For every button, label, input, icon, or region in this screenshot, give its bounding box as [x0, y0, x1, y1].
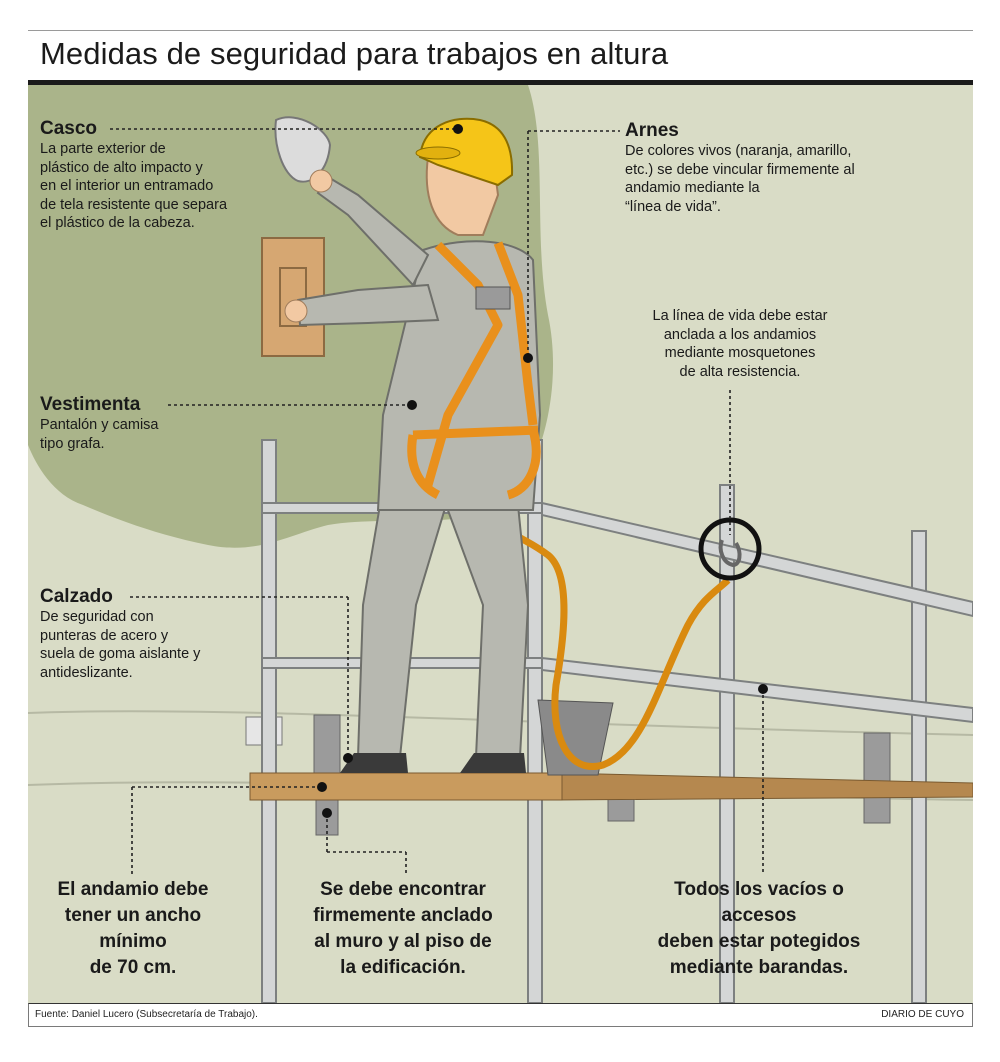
anchor-plate-2 [864, 733, 890, 823]
worker-hand-lower [285, 300, 307, 322]
scaffold-plank-side [558, 773, 973, 800]
callout-vestimenta-text: Pantalón y camisa tipo grafa. [40, 417, 159, 452]
helmet-brim [416, 147, 460, 159]
leader-dot-calzado [343, 753, 353, 763]
callout-arnes [625, 120, 855, 216]
callout-casco-text: La parte exterior de plástico de alto impacto y en el interior un entramado de tela resistente que separa el plástico de la cabeza. [40, 141, 228, 231]
worker-boot-right [460, 753, 526, 773]
callout-arnes-text: De colores vivos (naranja, amarillo, etc.) se debe vincular firmemente al andamio mediante la “línea de vida”. [625, 143, 855, 215]
bottom-text-barandas: Todos los vacíos o accesos deben estar potegidos mediante barandas. [657, 879, 861, 978]
footer-source: Fuente: Daniel Lucero (Subsecretaría de Trabajo). [35, 1009, 258, 1020]
leader-dot-arnes [523, 353, 533, 363]
callout-arnes-heading: Arnes [625, 120, 679, 141]
leader-dot-barandas [758, 684, 768, 694]
footer-brand: DIARIO DE CUYO [881, 1009, 964, 1020]
leader-dot-anclado [322, 808, 332, 818]
leader-dot-casco [453, 124, 463, 134]
callout-casco [40, 118, 227, 233]
harness-buckle [476, 287, 510, 309]
worker-hand-upper [310, 170, 332, 192]
illustration-panel [28, 85, 973, 1003]
page-title: Medidas de seguridad para trabajos en altura [40, 36, 669, 71]
harness-waist [413, 430, 538, 435]
title-top-rule [28, 30, 973, 31]
callout-calzado-heading: Calzado [40, 586, 113, 607]
callout-calzado-text: De seguridad con punteras de acero y suela de goma aislante y antideslizante. [40, 609, 201, 681]
bottom-text-ancho: El andamio debe tener un ancho mínimo de 70 cm. [57, 879, 209, 978]
bottom-text-anclado: Se debe encontrar firmemente anclado al muro y al piso de la edificación. [313, 879, 493, 978]
callout-vestimenta-heading: Vestimenta [40, 394, 141, 415]
callout-calzado [40, 586, 200, 682]
lifeline-note: La línea de vida debe estar anclada a los andamios mediante mosquetones de alta resistencia. [652, 308, 828, 380]
scaffold-post-2 [528, 440, 542, 1003]
callout-casco-heading: Casco [40, 118, 98, 139]
anchor-plate-1 [314, 715, 340, 775]
leader-dot-ancho [317, 782, 327, 792]
footer [28, 1003, 973, 1027]
leader-dot-vestimenta [407, 400, 417, 410]
callout-vestimenta [40, 394, 158, 453]
scaffold-post-1 [262, 440, 276, 1003]
